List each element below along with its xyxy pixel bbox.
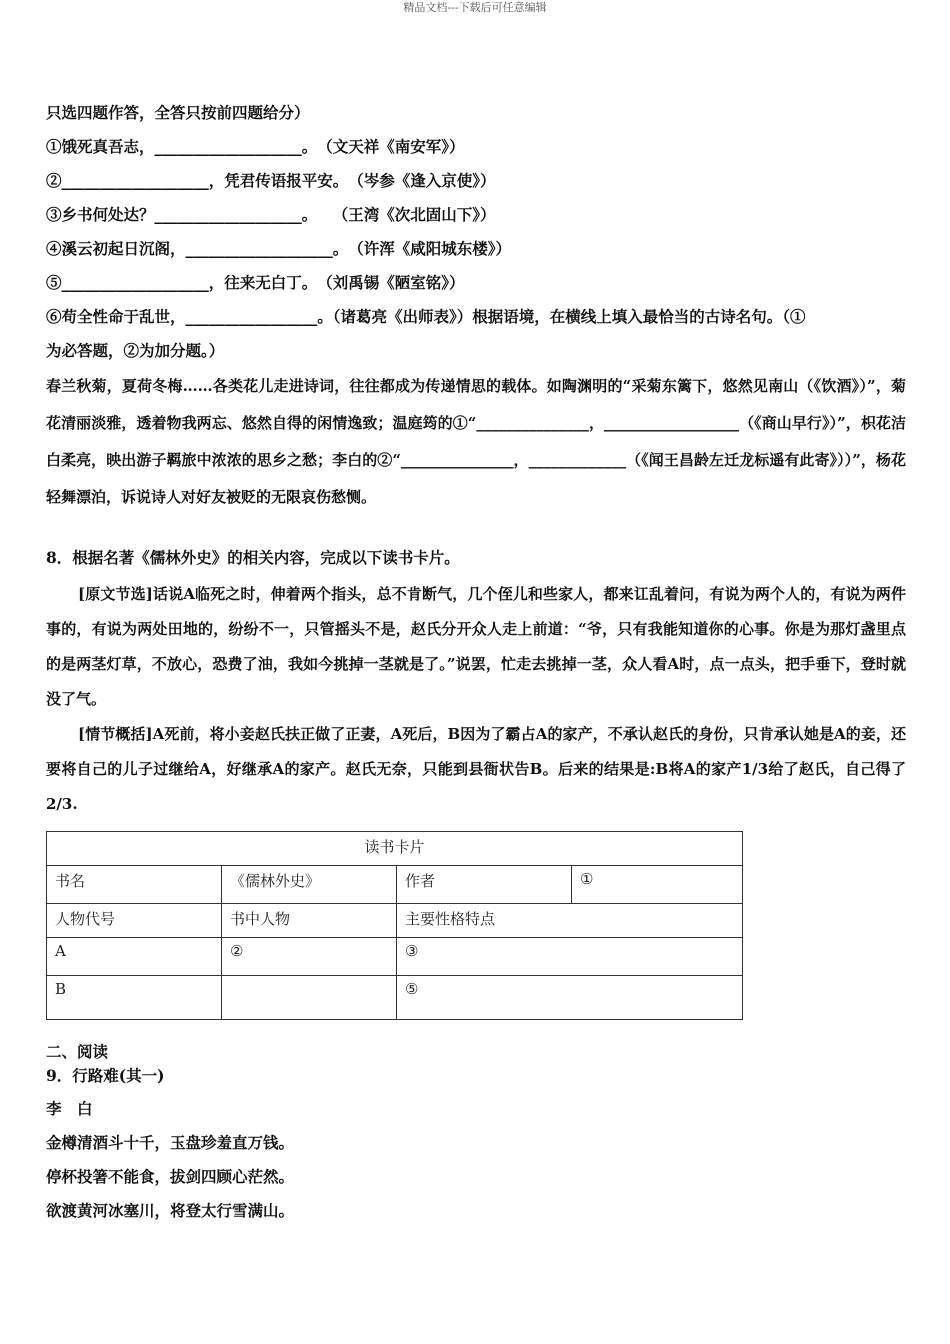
card-row-a-character[interactable]: ②: [222, 938, 397, 976]
q8-original-excerpt: [原文节选]话说A临死之时，伸着两个指头，总不肯断气，几个侄儿和些家人，都来讧乱着问，有说为两个人的，有说为两件事的，有说为两处田地的，纷纷不一，只管摇头不是，赵氏分开众人走上前道：“爷，只有我能知道你的心事。你是为那灯盏里点的是两茎灯草，不放心，恐费了油，我如今挑掉一茎就是了。”说罢，忙走去挑掉一茎，众人看A时，点一点头，把手垂下，登时就没了气。: [46, 585, 906, 708]
page-header: 精品文档---下载后可任意编辑: [403, 1, 547, 14]
section-heading: 二、阅读: [46, 1042, 109, 1061]
q7-item: ⑥苟全性命于乱世，_________________。（诸葛亮《出师表》）根据语境，在横线上填入最恰当的古诗名句。（①: [46, 307, 806, 326]
q9-title: 9．行路难(其一): [46, 1066, 165, 1085]
poem-line: 金樽清酒斗十千，玉盘珍羞直万钱。: [46, 1133, 295, 1152]
card-col-character: 书中人物: [222, 904, 397, 938]
question-7: [46, 96, 906, 516]
q7-item: ④溪云初起日沉阁，___________________。 （许浑《咸阳城东楼》）: [46, 239, 512, 258]
card-title: 读书卡片: [47, 832, 743, 866]
question-8: [46, 541, 906, 822]
card-col-trait: 主要性格特点: [397, 904, 743, 938]
card-book-label: 书名: [47, 866, 222, 904]
card-row-b-trait[interactable]: ⑤: [397, 976, 743, 1020]
card-col-code: 人物代号: [47, 904, 222, 938]
q7-intro: 只选四题作答，全答只按前四题给分）: [46, 103, 310, 122]
q7-item: ③乡书何处达？___________________。 （王湾《次北固山下》）: [46, 205, 496, 224]
q7-note: 为必答题，②为加分题。）: [46, 341, 225, 360]
card-book-value: 《儒林外史》: [222, 866, 397, 904]
poem-author: 李 白: [46, 1099, 93, 1118]
card-row-b-character[interactable]: [222, 976, 397, 1020]
q8-title: 8．根据名著《儒林外史》的相关内容，完成以下读书卡片。: [46, 548, 460, 567]
card-row-a-code: A: [47, 938, 222, 976]
poem-line: 欲渡黄河冰塞川，将登太行雪满山。: [46, 1201, 295, 1220]
q8-plot-summary: [情节概括]A死前，将小妾赵氏扶正做了正妻，A死后，B因为了霸占A的家产，不承认赵氏的身份，只肯承认她是A的妾，还要将自己的儿子过继给A，好继承A的家产。赵氏无奈，只能到县衙状告B。后来的结果是:B将A的家产1/3给了赵氏，自己得了2/3.: [46, 725, 906, 813]
q7-passage: 春兰秋菊，夏荷冬梅……各类花儿走进诗词，往往都成为传递情思的载体。如陶渊明的“采菊东篱下，悠然见南山（《饮酒》）”，菊花清丽淡雅，透着物我两忘、悠然自得的闲情逸致；温庭筠的①“_______________，__________________（《商山早行》）”，枳花洁白柔亮，映出游子羁旅中浓浓的思乡之愁；李白的②“_______________，_____________（《闻王昌龄左迁龙标遥有此寄》））”，杨花轻舞漂泊，诉说诗人对好友被贬的无限哀伤愁恻。: [46, 377, 906, 506]
card-row-a-trait[interactable]: ③: [397, 938, 743, 976]
card-author-label: 作者: [397, 866, 572, 904]
card-author-value[interactable]: ①: [572, 866, 743, 904]
q7-item: ⑤___________________，往来无白丁。 （刘禹锡《陋室铭》）: [46, 273, 465, 292]
q7-item: ①饿死真吾志，___________________。 （文天祥《南安军》）: [46, 137, 465, 156]
reading-card-table: [46, 831, 743, 1020]
q7-item: ②___________________，凭君传语报平安。 （岑参《逢入京使》）: [46, 171, 496, 190]
card-row-b-code: B: [47, 976, 222, 1020]
section-reading: [46, 1040, 906, 1228]
poem-line: 停杯投箸不能食，拔剑四顾心茫然。: [46, 1167, 295, 1186]
